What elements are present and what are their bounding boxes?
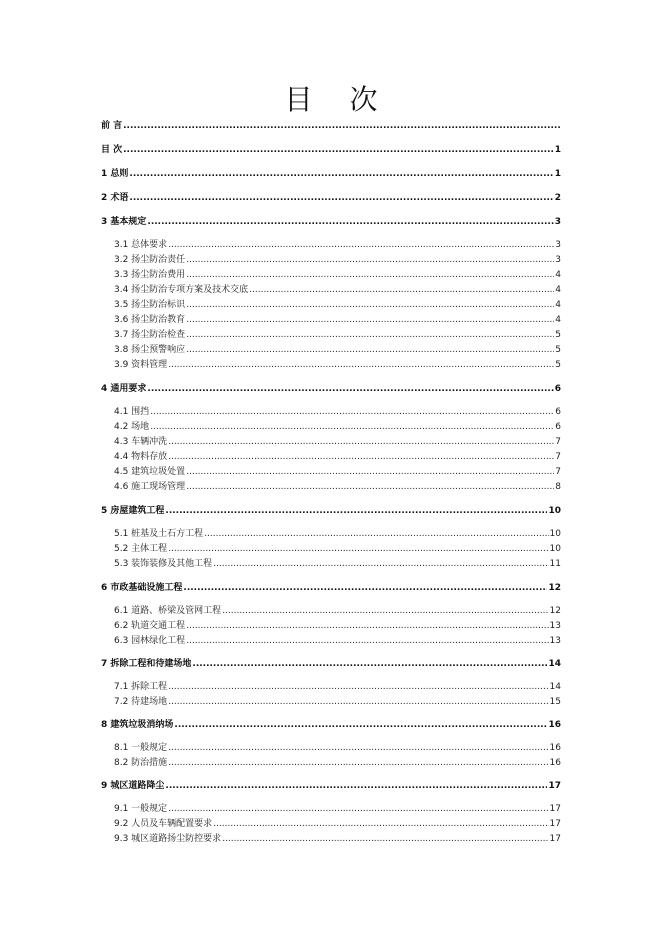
toc-entry-page-number: 10 [548, 506, 561, 516]
toc-entry-label: 5.3 装饰装修及其他工程 [114, 559, 213, 569]
toc-leader-dots [168, 757, 548, 769]
toc-entry-label: 4.2 场地 [114, 422, 150, 432]
toc-entry-page-number: 7 [555, 437, 561, 447]
toc-section-entry[interactable] [114, 633, 561, 647]
toc-chapter-entry[interactable] [101, 717, 561, 731]
toc-entry-label: 4.6 施工现场管理 [114, 482, 186, 492]
toc-section-entry[interactable] [114, 694, 561, 708]
toc-entry-label: 3.6 扬尘防治教育 [114, 315, 186, 325]
toc-entry-label: 目 次 [101, 145, 123, 155]
toc-section-entry[interactable] [114, 603, 561, 617]
toc-entry-label: 3.5 扬尘防治标识 [114, 300, 186, 310]
toc-section-entry[interactable] [114, 526, 561, 540]
toc-entry-page-number: 1 [554, 169, 561, 179]
toc-leader-dots [186, 269, 554, 281]
toc-section-entry[interactable] [114, 618, 561, 632]
toc-leader-dots [186, 344, 554, 356]
toc-leader-dots [213, 558, 548, 570]
toc-entry-label: 5.2 主体工程 [114, 544, 168, 554]
toc-entry-page-number: 7 [555, 452, 561, 462]
toc-leader-dots [168, 451, 554, 463]
toc-entry-label: 4.5 建筑垃圾处置 [114, 467, 186, 477]
toc-section-entry[interactable] [114, 831, 561, 845]
toc-entry-label: 1 总则 [101, 169, 129, 179]
toc-leader-dots [168, 359, 554, 371]
toc-leader-dots [147, 216, 553, 228]
toc-entry-page-number: 17 [549, 819, 561, 829]
toc-section-entry[interactable] [114, 740, 561, 754]
toc-entry-page-number: 16 [549, 758, 561, 768]
toc-entry-page-number: 3 [554, 217, 561, 227]
toc-entry-page-number: 12 [548, 583, 561, 593]
toc-entry-label: 8 建筑垃圾消纳场 [101, 720, 174, 730]
toc-entry-label: 6.2 轨道交通工程 [114, 621, 186, 631]
toc-leader-dots [168, 239, 554, 251]
toc-leader-dots [174, 719, 547, 731]
toc-section-entry[interactable] [114, 252, 561, 266]
toc-entry-label: 前 言 [101, 121, 123, 131]
toc-entry-label: 4.1 围挡 [114, 407, 150, 417]
toc-section-entry[interactable] [114, 464, 561, 478]
toc-entry-label: 2 术语 [101, 193, 129, 203]
toc-leader-dots [168, 742, 548, 754]
toc-entry-label: 3.9 资料管理 [114, 360, 168, 370]
toc-entry-label: 4.4 物料存放 [114, 452, 168, 462]
toc-entry-page-number: 2 [554, 193, 561, 203]
toc-section-entry[interactable] [114, 816, 561, 830]
toc-chapter-entry[interactable] [101, 503, 561, 517]
toc-section-entry[interactable] [114, 404, 561, 418]
toc-entry-page-number: 4 [555, 285, 561, 295]
toc-entry-page-number: 14 [549, 682, 561, 692]
toc-section-entry[interactable] [114, 267, 561, 281]
toc-section-entry[interactable] [114, 357, 561, 371]
toc-leader-dots [168, 543, 548, 555]
toc-entry-page-number: 16 [548, 720, 561, 730]
toc-entry-label: 6 市政基础设施工程 [101, 583, 183, 593]
toc-section-entry[interactable] [114, 556, 561, 570]
toc-entry-label: 3.2 扬尘防治责任 [114, 255, 186, 265]
toc-leader-dots [147, 383, 553, 395]
toc-entry-label: 9 城区道路降尘 [101, 781, 165, 791]
toc-chapter-entry[interactable] [101, 142, 561, 156]
page-title: 目 次 [284, 83, 392, 116]
toc-entry-label: 7 拆除工程和待建场地 [101, 659, 192, 669]
toc-entry-page-number: 4 [555, 300, 561, 310]
toc-leader-dots [222, 833, 548, 845]
toc-chapter-entry[interactable] [101, 778, 561, 792]
toc-leader-dots [123, 144, 554, 156]
toc-section-entry[interactable] [114, 479, 561, 493]
toc-entry-label: 9.2 人员及车辆配置要求 [114, 819, 213, 829]
toc-leader-dots [183, 582, 547, 594]
toc-entry-label: 6.3 园林绿化工程 [114, 636, 186, 646]
toc-entry-label: 6.1 道路、桥梁及管网工程 [114, 606, 222, 616]
toc-entry-label: 8.2 防治措施 [114, 758, 168, 768]
toc-entry-label: 4.3 车辆冲洗 [114, 437, 168, 447]
toc-leader-dots [186, 635, 548, 647]
toc-entry-page-number: 1 [554, 145, 561, 155]
toc-entry-page-number: 5 [555, 330, 561, 340]
toc-entry-page-number: 13 [549, 636, 561, 646]
toc-section-entry[interactable] [114, 755, 561, 769]
toc-entry-page-number: 6 [555, 407, 561, 417]
toc-leader-dots [192, 658, 547, 670]
toc-entry-page-number: 7 [555, 467, 561, 477]
toc-entry-label: 3.3 扬尘防治费用 [114, 270, 186, 280]
toc-section-entry[interactable] [114, 282, 561, 296]
toc-chapter-entry[interactable] [101, 580, 561, 594]
toc-leader-dots [129, 168, 553, 180]
toc-leader-dots [168, 681, 548, 693]
toc-section-entry[interactable] [114, 312, 561, 326]
toc-leader-dots [186, 620, 548, 632]
toc-entry-page-number: 4 [555, 270, 561, 280]
toc-leader-dots [222, 605, 548, 617]
toc-leader-dots [186, 314, 554, 326]
toc-entry-page-number: 10 [549, 544, 561, 554]
toc-section-entry[interactable] [114, 327, 561, 341]
toc-entry-label: 9.3 城区道路扬尘防控要求 [114, 834, 222, 844]
toc-entry-label: 3.1 总体要求 [114, 240, 168, 250]
toc-leader-dots [129, 192, 553, 204]
toc-section-entry[interactable] [114, 541, 561, 555]
toc-chapter-entry[interactable] [101, 214, 561, 228]
toc-leader-dots [249, 284, 554, 296]
toc-entry-label: 7.2 待建场地 [114, 697, 168, 707]
toc-entry-label: 9.1 一般规定 [114, 804, 168, 814]
toc-leader-dots [150, 421, 554, 433]
toc-leader-dots [186, 329, 554, 341]
toc-leader-dots [204, 528, 548, 540]
toc-entry-label: 3 基本规定 [101, 217, 147, 227]
toc-leader-dots [186, 481, 554, 493]
toc-leader-dots [165, 780, 547, 792]
toc-entry-page-number: 6 [554, 384, 561, 394]
toc-entry-page-number: 8 [555, 482, 561, 492]
toc-entry-page-number: 14 [548, 659, 561, 669]
toc-leader-dots [213, 818, 548, 830]
toc-section-entry[interactable] [114, 434, 561, 448]
toc-chapter-entry[interactable] [101, 190, 561, 204]
toc-chapter-entry[interactable] [101, 656, 561, 670]
toc-entry-label: 7.1 拆除工程 [114, 682, 168, 692]
toc-entry-page-number: 16 [549, 743, 561, 753]
toc-entry-page-number: 15 [549, 697, 561, 707]
toc-entry-page-number: 17 [549, 834, 561, 844]
toc-entry-label: 8.1 一般规定 [114, 743, 168, 753]
toc-section-entry[interactable] [114, 419, 561, 433]
toc-entry-page-number: 5 [555, 360, 561, 370]
toc-section-entry[interactable] [114, 801, 561, 815]
toc-entry-page-number: 11 [549, 559, 561, 569]
toc-entry-page-number: 13 [549, 621, 561, 631]
toc-leader-dots [168, 696, 548, 708]
toc-entry-page-number: 10 [549, 529, 561, 539]
toc-entry-label: 5 房屋建筑工程 [101, 506, 165, 516]
toc-entry-page-number: 17 [548, 781, 561, 791]
toc-leader-dots [165, 505, 547, 517]
toc-entry-page-number: 6 [555, 422, 561, 432]
toc-entry-label: 3.7 扬尘防治检查 [114, 330, 186, 340]
toc-entry-label: 4 通用要求 [101, 384, 147, 394]
toc-entry-label: 3.4 扬尘防治专项方案及技术交底 [114, 285, 249, 295]
toc-leader-dots [168, 803, 548, 815]
toc-section-entry[interactable] [114, 237, 561, 251]
toc-leader-dots [186, 299, 554, 311]
toc-entry-label: 3.8 扬尘预警响应 [114, 345, 186, 355]
toc-leader-dots [168, 436, 554, 448]
toc-leader-dots [186, 254, 554, 266]
toc-leader-dots [150, 406, 554, 418]
toc-entry-page-number: 12 [549, 606, 561, 616]
toc-section-entry[interactable] [114, 297, 561, 311]
toc-leader-dots [123, 120, 560, 132]
toc-section-entry[interactable] [114, 342, 561, 356]
toc-chapter-entry[interactable] [101, 166, 561, 180]
toc-entry-page-number: 4 [555, 315, 561, 325]
toc-entry-label: 5.1 桩基及土石方工程 [114, 529, 204, 539]
toc-chapter-entry[interactable] [101, 118, 561, 132]
toc-leader-dots [186, 466, 554, 478]
toc-section-entry[interactable] [114, 679, 561, 693]
toc-entry-page-number: 3 [555, 255, 561, 265]
toc-section-entry[interactable] [114, 449, 561, 463]
toc-entry-page-number: 17 [549, 804, 561, 814]
toc-entry-page-number: 5 [555, 345, 561, 355]
toc-entry-page-number: 3 [555, 240, 561, 250]
toc-chapter-entry[interactable] [101, 381, 561, 395]
